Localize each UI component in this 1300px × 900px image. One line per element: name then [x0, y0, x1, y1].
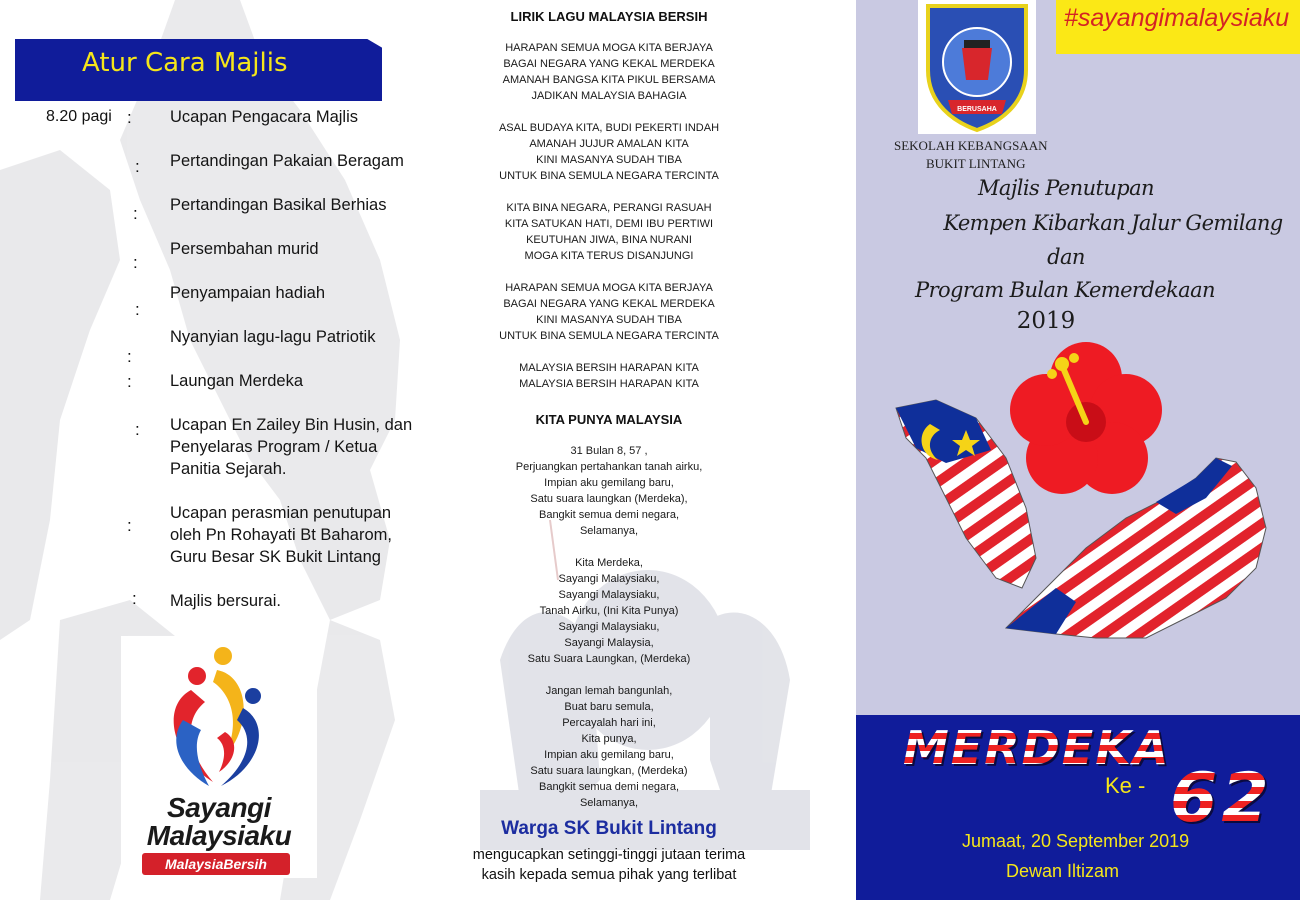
- lyric-line: MOGA KITA TERUS DISANJUNGI: [524, 250, 694, 262]
- thanks-line: kasih kepada semua pihak yang terlibat: [481, 867, 737, 883]
- agenda-item: Guru Besar SK Bukit Lintang: [170, 548, 381, 566]
- lyric-line: 31 Bulan 8, 57 ,: [570, 445, 648, 457]
- agenda-time: 8.20 pagi: [46, 108, 112, 125]
- school-crest-emblem-icon: [918, 0, 1036, 134]
- logo-text-malaysiaku: Malaysiaku: [146, 820, 292, 851]
- school-crest: [918, 0, 1036, 134]
- agenda-colon: :: [127, 108, 132, 127]
- event-title-line: Kempen Kibarkan Jalur Gemilang: [943, 211, 1283, 235]
- agenda-colon: :: [133, 204, 138, 223]
- lyric-line: BAGAI NEGARA YANG KEKAL MERDEKA: [503, 58, 715, 70]
- lyric-line: AMANAH BANGSA KITA PIKUL BERSAMA: [502, 74, 716, 86]
- logo-text-sayangi: Sayangi: [167, 792, 271, 823]
- lyric-line: ASAL BUDAYA KITA, BUDI PEKERTI INDAH: [498, 122, 720, 134]
- lyric-line: HARAPAN SEMUA MOGA KITA BERJAYA: [505, 282, 713, 294]
- lyric-line: JADIKAN MALAYSIA BAHAGIA: [531, 90, 687, 102]
- lyric-line: Sayangi Malaysiaku,: [558, 621, 660, 633]
- agenda-colon: :: [127, 347, 132, 366]
- agenda-colon: :: [132, 589, 137, 608]
- event-date: Jumaat, 20 September 2019: [962, 831, 1190, 851]
- lyric-line: Impian aku gemilang baru,: [544, 477, 674, 489]
- merdeka-text: MERDEKA: [903, 721, 1171, 775]
- malaysia-map-flag-hibiscus-icon: [856, 338, 1300, 658]
- lyrics-panel: [440, 0, 856, 900]
- agenda-colon: :: [135, 420, 140, 439]
- agenda-panel: [0, 0, 440, 900]
- agenda-item: Persembahan murid: [170, 240, 319, 258]
- lyric-line: UNTUK BINA SEMULA NEGARA TERCINTA: [499, 170, 719, 182]
- logo-tag-malaysiabersih: MalaysiaBersih: [142, 853, 290, 875]
- lyric-line: Impian aku gemilang baru,: [544, 749, 674, 761]
- thanks-heading: Warga SK Bukit Lintang: [501, 818, 717, 839]
- lyric-line: KEUTUHAN JIWA, BINA NURANI: [526, 234, 692, 246]
- lyric-line: Selamanya,: [579, 797, 639, 809]
- lyric-line: MALAYSIA BERSIH HARAPAN KITA: [519, 378, 699, 390]
- lyric-line: BAGAI NEGARA YANG KEKAL MERDEKA: [503, 298, 715, 310]
- event-venue: Dewan Iltizam: [1006, 861, 1120, 881]
- agenda-item: Ucapan perasmian penutupan: [170, 504, 392, 522]
- agenda-item: Penyampaian hadiah: [170, 284, 326, 302]
- ke-text: Ke -: [1105, 773, 1146, 798]
- song-title-kita-punya-malaysia: KITA PUNYA MALAYSIA: [535, 412, 683, 427]
- lyric-line: HARAPAN SEMUA MOGA KITA BERJAYA: [505, 42, 713, 54]
- lyric-line: Buat baru semula,: [564, 701, 654, 713]
- lyric-line: UNTUK BINA SEMULA NEGARA TERCINTA: [499, 330, 719, 342]
- event-title-line: dan: [1047, 245, 1085, 269]
- event-title-line: Program Bulan Kemerdekaan: [915, 278, 1215, 302]
- agenda-item: Penyelaras Program / Ketua: [170, 438, 378, 456]
- lyric-line: Sayangi Malaysiaku,: [558, 573, 660, 585]
- lyric-line: Satu suara laungkan, (Merdeka): [530, 765, 688, 777]
- event-year: 2019: [1016, 308, 1076, 334]
- sayangi-malaysiaku-logo: [121, 636, 317, 878]
- agenda-item: Ucapan Pengacara Majlis: [170, 108, 359, 126]
- lyric-line: KINI MASANYA SUDAH TIBA: [536, 154, 682, 166]
- lyric-line: Bangkit semua demi negara,: [538, 509, 680, 521]
- lyric-line: Sayangi Malaysiaku,: [558, 589, 660, 601]
- song-title-malaysia-bersih: LIRIK LAGU MALAYSIA BERSIH: [510, 9, 708, 24]
- agenda-colon: :: [133, 253, 138, 272]
- lyric-line: KITA SATUKAN HATI, DEMI IBU PERTIWI: [504, 218, 714, 230]
- lyric-line: Tanah Airku, (Ini Kita Punya): [539, 605, 679, 617]
- agenda-item: Majlis bersurai.: [170, 592, 281, 610]
- lyric-line: Bangkit semua demi negara,: [538, 781, 680, 793]
- agenda-item: Laungan Merdeka: [170, 372, 304, 390]
- agenda-colon: :: [127, 516, 132, 535]
- hashtag-text: #sayangimalaysiaku: [1064, 4, 1290, 32]
- merdeka-banner: [856, 715, 1300, 900]
- lyric-line: MALAYSIA BERSIH HARAPAN KITA: [519, 362, 699, 374]
- lyric-line: Selamanya,: [579, 525, 639, 537]
- lyric-line: Jangan lemah bangunlah,: [545, 685, 673, 697]
- agenda-item: Ucapan En Zailey Bin Husin, dan: [170, 416, 413, 434]
- lyric-line: KINI MASANYA SUDAH TIBA: [536, 314, 682, 326]
- agenda-title: Atur Cara Majlis: [82, 48, 288, 78]
- crest-motto: BERUSAHA: [957, 106, 997, 113]
- lyric-line: AMANAH JUJUR AMALAN KITA: [529, 138, 689, 150]
- event-title-line: Majlis Penutupan: [978, 176, 1154, 200]
- school-name-line1: SEKOLAH KEBANGSAAN: [894, 138, 1048, 153]
- lyric-line: Sayangi Malaysia,: [564, 637, 654, 649]
- hashtag-banner: [1056, 0, 1300, 54]
- agenda-item: Pertandingan Pakaian Beragam: [170, 152, 404, 170]
- anniversary-number: 62: [1170, 759, 1273, 838]
- lyric-line: Percayalah hari ini,: [562, 717, 656, 729]
- lyric-line: Kita punya,: [581, 733, 637, 745]
- agenda-colon: :: [127, 372, 132, 391]
- people-emblem-icon: [121, 636, 317, 796]
- agenda-item: Panitia Sejarah.: [170, 460, 287, 478]
- lyric-line: KITA BINA NEGARA, PERANGI RASUAH: [506, 202, 712, 214]
- agenda-item: oleh Pn Rohayati Bt Baharom,: [170, 526, 392, 544]
- lyric-line: Perjuangkan pertahankan tanah airku,: [515, 461, 703, 473]
- agenda-colon: :: [135, 157, 140, 176]
- lyric-line: Satu Suara Laungkan, (Merdeka): [527, 653, 691, 665]
- lyric-line: Satu suara laungkan (Merdeka),: [530, 493, 688, 505]
- cover-panel: [856, 0, 1300, 900]
- agenda-colon: :: [135, 300, 140, 319]
- school-name-line2: BUKIT LINTANG: [926, 156, 1026, 171]
- thanks-line: mengucapkan setinggi-tinggi jutaan terima: [472, 847, 746, 863]
- agenda-item: Pertandingan Basikal Berhias: [170, 196, 387, 214]
- agenda-item: Nyanyian lagu-lagu Patriotik: [170, 328, 376, 346]
- lyric-line: Kita Merdeka,: [575, 557, 643, 569]
